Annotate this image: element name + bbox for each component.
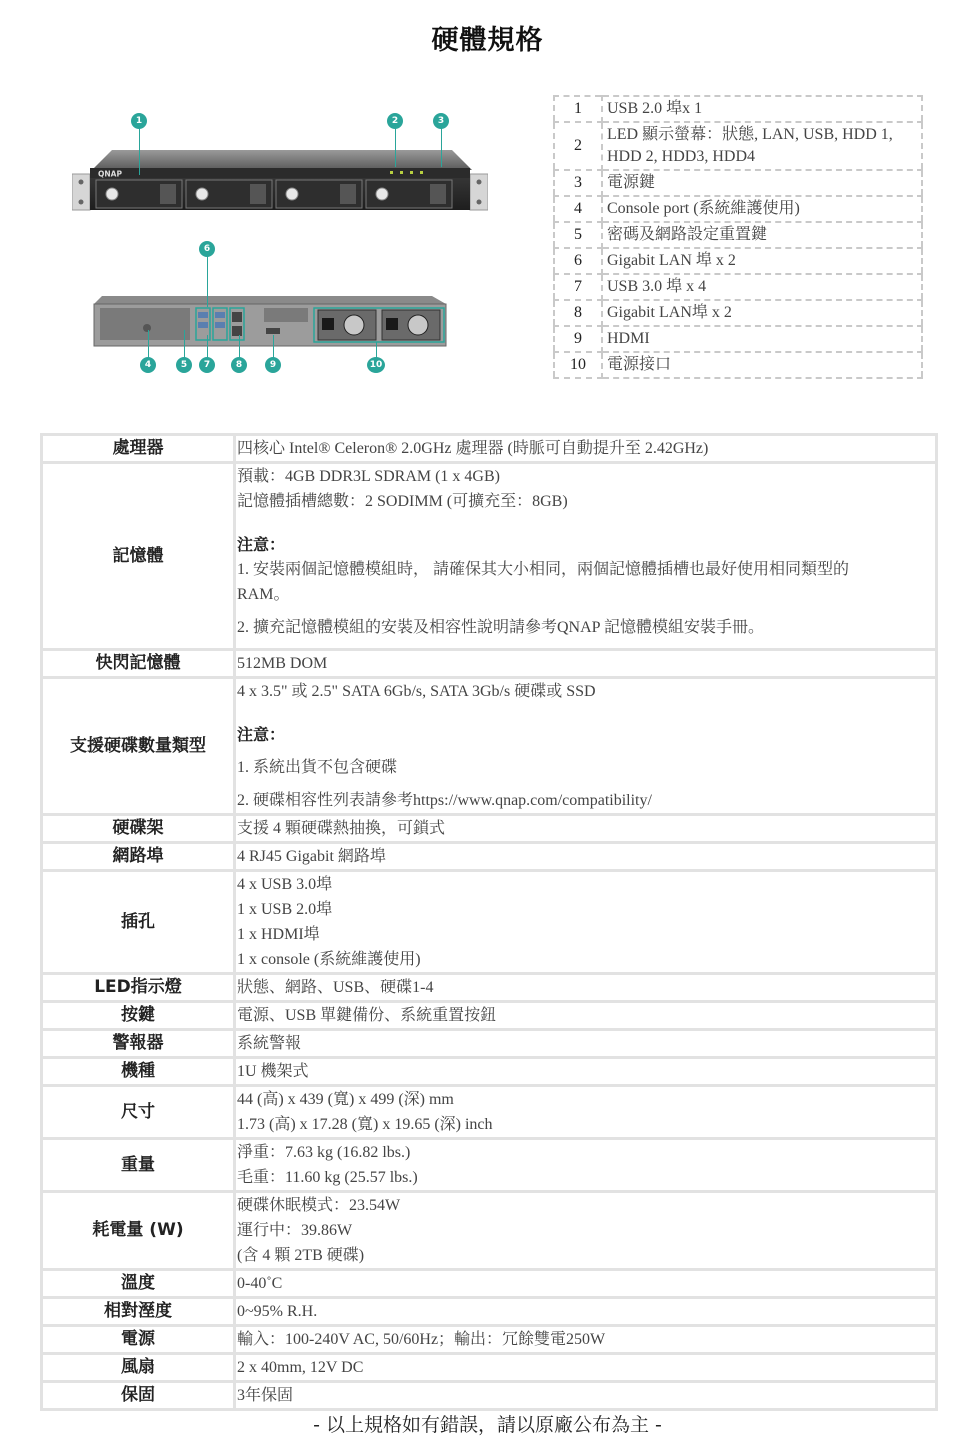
callout-7: 7 <box>199 357 215 373</box>
legend-text: HDMI <box>602 326 922 352</box>
spec-line: 1. 安裝兩個記憶體模組時， 請確保其大小相同，兩個記憶體插槽也最好使用相同類型的 <box>237 561 850 578</box>
spec-row-weight <box>43 1140 935 1190</box>
spec-line: 記憶體插槽總數：2 SODIMM (可擴充至：8GB) <box>237 493 568 510</box>
spec-value: 四核心 Intel® Celeron® 2.0GHz 處理器 (時脈可自動提升至 2.42GHz) <box>236 436 935 461</box>
spec-label: 溫度 <box>43 1271 233 1296</box>
legend-num: 2 <box>554 122 602 170</box>
spec-row-power-use <box>43 1193 935 1268</box>
nas-rear-panel-image <box>92 294 448 348</box>
spec-value: 狀態、網路、USB、硬碟1-4 <box>236 975 935 1000</box>
legend-text-line: HDD 2, HDD3, HDD4 <box>607 148 755 165</box>
legend-text: 密碼及網路設定重置鍵 <box>602 222 922 248</box>
legend-row <box>554 222 922 248</box>
legend-text <box>602 122 922 170</box>
spec-value <box>236 679 935 813</box>
legend-num: 9 <box>554 326 602 352</box>
legend-text: Gigabit LAN 埠 x 2 <box>602 248 922 274</box>
legend-row <box>554 300 922 326</box>
spec-label: 尺寸 <box>43 1087 233 1137</box>
spec-line: 44 (高) x 439 (寬) x 499 (深) mm <box>237 1091 454 1108</box>
component-legend <box>553 95 923 379</box>
spec-label: 風扇 <box>43 1355 233 1380</box>
spec-line: 硬碟休眠模式：23.54W <box>237 1197 401 1214</box>
spec-row-fan <box>43 1355 935 1380</box>
spec-value <box>236 872 935 972</box>
legend-text: USB 3.0 埠 x 4 <box>602 274 922 300</box>
spec-row-ports <box>43 872 935 972</box>
spec-row-memory <box>43 464 935 648</box>
spec-line: 1.73 (高) x 17.28 (寬) x 19.65 (深) inch <box>237 1116 493 1133</box>
spec-value <box>236 1140 935 1190</box>
callout-8: 8 <box>231 357 247 373</box>
spec-label: 耗電量 (W) <box>43 1193 233 1268</box>
spec-line: 毛重：11.60 kg (25.57 lbs.) <box>237 1169 418 1186</box>
spec-row-drives <box>43 679 935 813</box>
spec-value <box>236 1087 935 1137</box>
spec-label: 處理器 <box>43 436 233 461</box>
legend-text: USB 2.0 埠x 1 <box>602 96 922 122</box>
spec-row-bay <box>43 816 935 841</box>
spec-label: LED指示燈 <box>43 975 233 1000</box>
disclaimer-footer: - 以上規格如有錯誤，請以原廠公布為主 - <box>313 1414 662 1436</box>
spec-line: 2. 擴充記憶體模組的安裝及相容性說明請參考QNAP 記憶體模組安裝手冊。 <box>237 619 764 636</box>
spec-row-psu <box>43 1327 935 1352</box>
callout-6: 6 <box>199 241 215 257</box>
spec-row-model <box>43 1059 935 1084</box>
spec-label: 支援硬碟數量類型 <box>43 679 233 813</box>
spec-label: 警報器 <box>43 1031 233 1056</box>
spec-line: 運行中：39.86W <box>237 1222 353 1239</box>
spec-row-flash <box>43 651 935 676</box>
legend-text: Console port (系統維護使用) <box>602 196 922 222</box>
spec-row-buttons <box>43 1003 935 1028</box>
legend-num: 4 <box>554 196 602 222</box>
spec-value <box>236 464 935 648</box>
legend-num: 10 <box>554 352 602 378</box>
spec-row-alarm <box>43 1031 935 1056</box>
legend-row <box>554 122 922 170</box>
spec-line: 2. 硬碟相容性列表請參考https://www.qnap.com/compatibility/ <box>237 792 652 809</box>
spec-label: 硬碟架 <box>43 816 233 841</box>
spec-row-cpu <box>43 436 935 461</box>
spec-line: 1 x HDMI埠 <box>237 926 320 943</box>
legend-row <box>554 96 922 122</box>
spec-value: 電源、USB 單鍵備份、系統重置按鈕 <box>236 1003 935 1028</box>
legend-text-line: LED 顯示螢幕：狀態, LAN, USB, HDD 1, <box>607 126 893 143</box>
spec-value: 1U 機架式 <box>236 1059 935 1084</box>
nas-front-panel-image <box>72 148 488 212</box>
spec-value: 2 x 40mm, 12V DC <box>236 1355 935 1380</box>
callout-3: 3 <box>433 113 449 129</box>
spec-row-warranty <box>43 1383 935 1408</box>
legend-text: Gigabit LAN埠 x 2 <box>602 300 922 326</box>
spec-line: (含 4 顆 2TB 硬碟) <box>237 1247 365 1264</box>
spec-value: 支援 4 顆硬碟熱抽換，可鎖式 <box>236 816 935 841</box>
spec-line: 4 x 3.5" 或 2.5" SATA 6Gb/s, SATA 3Gb/s 硬碟或 SSD <box>237 683 596 700</box>
legend-row <box>554 274 922 300</box>
legend-num: 6 <box>554 248 602 274</box>
spec-value: 3年保固 <box>236 1383 935 1408</box>
legend-num: 8 <box>554 300 602 326</box>
legend-row <box>554 326 922 352</box>
spec-label: 快閃記憶體 <box>43 651 233 676</box>
spec-line: RAM。 <box>237 586 290 603</box>
spec-row-led <box>43 975 935 1000</box>
note-heading: 注意： <box>237 535 286 554</box>
callout-1: 1 <box>131 113 147 129</box>
legend-row <box>554 352 922 378</box>
spec-label: 按鍵 <box>43 1003 233 1028</box>
page-title: 硬體規格 <box>431 25 544 56</box>
spec-label: 保固 <box>43 1383 233 1408</box>
spec-row-size <box>43 1087 935 1137</box>
spec-row-humidity <box>43 1299 935 1324</box>
spec-label: 重量 <box>43 1140 233 1190</box>
legend-text: 電源接口 <box>602 352 922 378</box>
spec-label: 插孔 <box>43 872 233 972</box>
spec-value <box>236 1193 935 1268</box>
spec-line: 1 x USB 2.0埠 <box>237 901 333 918</box>
spec-row-lan <box>43 844 935 869</box>
callout-9: 9 <box>265 357 281 373</box>
spec-line: 預載：4GB DDR3L SDRAM (1 x 4GB) <box>237 468 500 485</box>
spec-row-temp <box>43 1271 935 1296</box>
legend-text: 電源鍵 <box>602 170 922 196</box>
callout-10: 10 <box>367 357 385 373</box>
spec-value: 輸入：100-240V AC, 50/60Hz；輸出：冗餘雙電250W <box>236 1327 935 1352</box>
spec-label: 記憶體 <box>43 464 233 648</box>
legend-row <box>554 248 922 274</box>
legend-row <box>554 170 922 196</box>
spec-line: 1 x console (系統維護使用) <box>237 951 421 968</box>
legend-num: 3 <box>554 170 602 196</box>
callout-5: 5 <box>176 357 192 373</box>
qnap-logo: QNAP <box>98 169 122 179</box>
legend-num: 5 <box>554 222 602 248</box>
note-heading: 注意： <box>237 725 286 744</box>
spec-value: 512MB DOM <box>236 651 935 676</box>
spec-label: 機種 <box>43 1059 233 1084</box>
legend-row <box>554 196 922 222</box>
legend-num: 7 <box>554 274 602 300</box>
spec-value: 系統警報 <box>236 1031 935 1056</box>
spec-value: 0~95% R.H. <box>236 1299 935 1324</box>
callout-2: 2 <box>387 113 403 129</box>
spec-line: 淨重：7.63 kg (16.82 lbs.) <box>237 1144 411 1161</box>
spec-label: 網路埠 <box>43 844 233 869</box>
spec-label: 電源 <box>43 1327 233 1352</box>
legend-num: 1 <box>554 96 602 122</box>
spec-value: 4 RJ45 Gigabit 網路埠 <box>236 844 935 869</box>
spec-line: 4 x USB 3.0埠 <box>237 876 333 893</box>
spec-line: 1. 系統出貨不包含硬碟 <box>237 759 398 776</box>
spec-value: 0-40˚C <box>236 1271 935 1296</box>
spec-label: 相對溼度 <box>43 1299 233 1324</box>
callout-4: 4 <box>140 357 156 373</box>
spec-table <box>40 433 938 1411</box>
